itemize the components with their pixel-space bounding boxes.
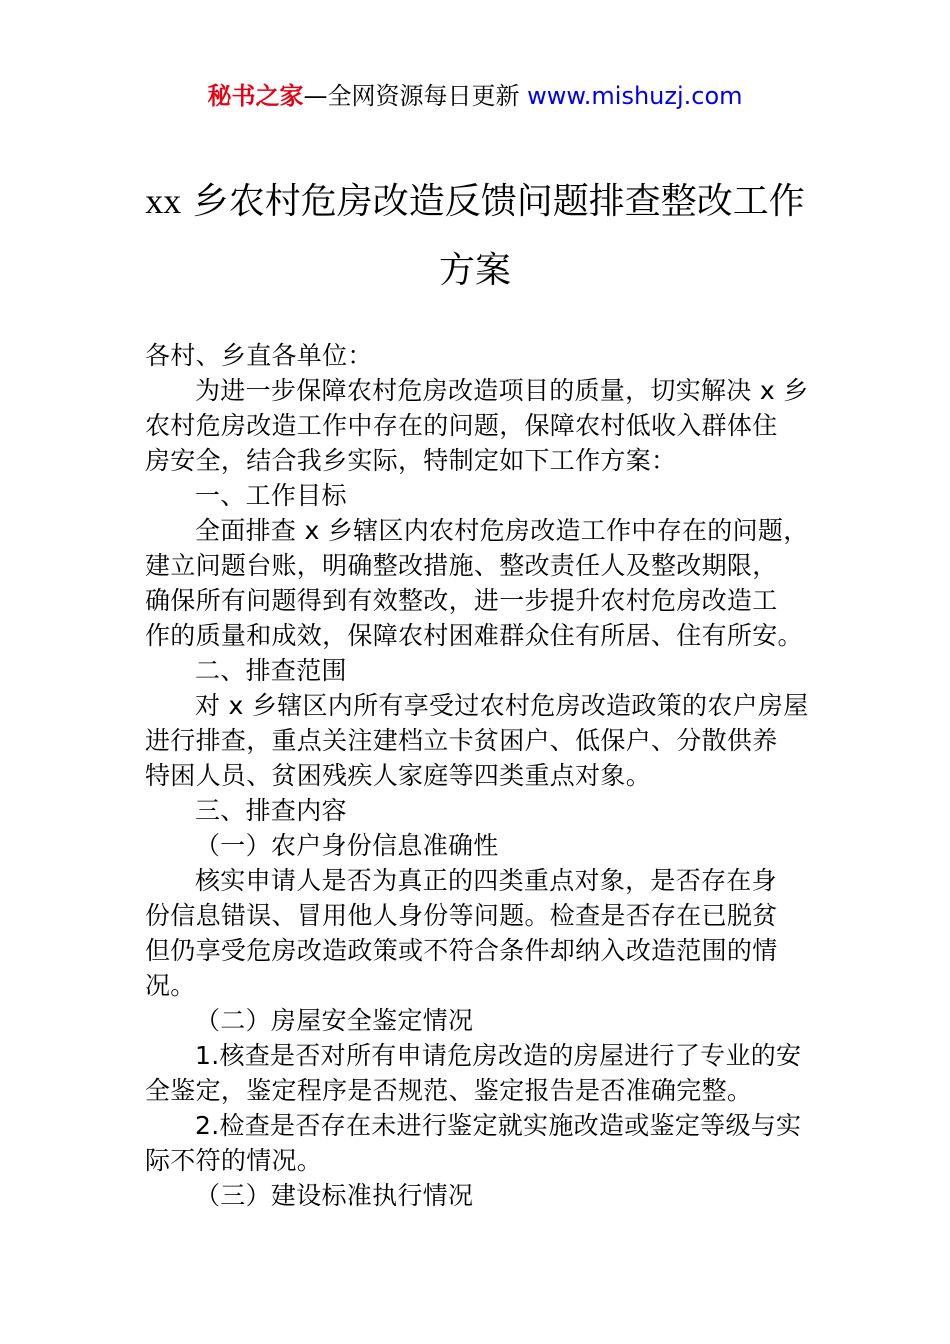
safety-item-1: 1.核查是否对所有申请危房改造的房屋进行了专业的安 xyxy=(195,1041,802,1070)
salutation: 各村、乡直各单位： xyxy=(145,341,373,370)
title-prefix: xx xyxy=(145,181,182,221)
intro-line: 为进一步保障农村危房改造项目的质量，切实解决 x 乡 xyxy=(195,376,809,405)
identity-line: 核实申请人是否为真正的四类重点对象，是否存在身 xyxy=(195,866,777,895)
goal-line: 确保所有问题得到有效整改，进一步提升农村危房改造工 xyxy=(145,586,778,615)
goal-line: 全面排查 x 乡辖区内农村危房改造工作中存在的问题， xyxy=(195,516,809,545)
safety-item-1: 全鉴定，鉴定程序是否规范、鉴定报告是否准确完整。 xyxy=(145,1076,753,1105)
subsection-heading-standards: （三）建设标准执行情况 xyxy=(195,1181,474,1210)
intro-line: 农村危房改造工作中存在的问题，保障农村低收入群体住 xyxy=(145,411,778,440)
document-body xyxy=(145,338,809,1213)
header-dash: — xyxy=(303,82,328,110)
safety-item-2: 2.检查是否存在未进行鉴定就实施改造或鉴定等级与实 xyxy=(195,1111,802,1140)
section-heading-content: 三、排查内容 xyxy=(195,796,347,825)
scope-line: 进行排查，重点关注建档立卡贫困户、低保户、分散供养 xyxy=(145,726,778,755)
header-tagline: 全网资源每日更新 xyxy=(327,82,520,110)
scope-line: 对 x 乡辖区内所有享受过农村危房改造政策的农户房屋 xyxy=(195,691,809,720)
document-title-line-1 xyxy=(0,176,950,227)
goal-line: 建立问题台账，明确整改措施、整改责任人及整改期限， xyxy=(145,551,778,580)
site-header xyxy=(0,78,950,114)
scope-line: 特困人员、贫困残疾人家庭等四类重点对象。 xyxy=(145,761,652,790)
title-main: 乡农村危房改造反馈问题排查整改工作 xyxy=(192,181,805,222)
section-heading-goal: 一、工作目标 xyxy=(195,481,347,510)
safety-item-2: 际不符的情况。 xyxy=(145,1146,323,1175)
identity-line: 况。 xyxy=(145,971,196,1000)
identity-line: 份信息错误、冒用他人身份等问题。检查是否存在已脱贫 xyxy=(145,901,778,930)
goal-line: 作的质量和成效，保障农村困难群众住有所居、住有所安。 xyxy=(145,621,803,650)
identity-line: 但仍享受危房改造政策或不符合条件却纳入改造范围的情 xyxy=(145,936,778,965)
section-heading-scope: 二、排查范围 xyxy=(195,656,347,685)
subsection-heading-identity: （一）农户身份信息准确性 xyxy=(195,831,499,860)
intro-line: 房安全，结合我乡实际，特制定如下工作方案： xyxy=(145,446,677,475)
site-url-link[interactable]: www.mishuzj.com xyxy=(527,82,743,110)
subsection-heading-safety: （二）房屋安全鉴定情况 xyxy=(195,1006,474,1035)
site-brand: 秘书之家 xyxy=(207,82,304,110)
document-title-line-2: 方案 xyxy=(438,250,511,291)
